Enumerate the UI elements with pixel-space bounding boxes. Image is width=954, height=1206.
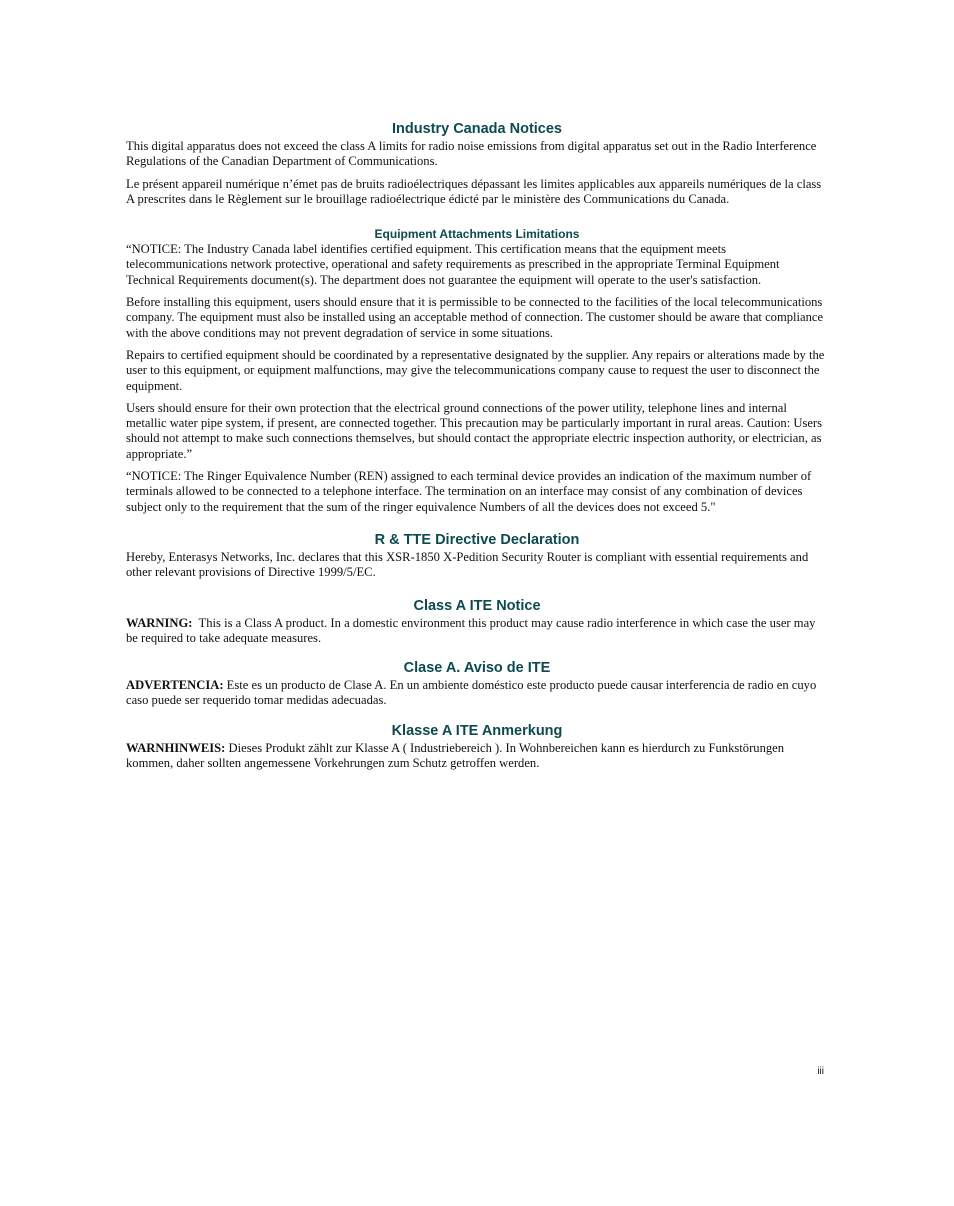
equipment-notice-paragraph: “NOTICE: The Industry Canada label identifies certified equipment. This certification means that the equipment meets telecommunications network protective, operational and safety requirements as prescribed in the appropriate Terminal Equipment Technical Requirements document(s). The department does not guarantee the equipment will operate to the user's satisfaction.	[126, 242, 780, 287]
class-a-notice-heading: Class A ITE Notice	[413, 597, 541, 614]
document-page	[126, 120, 828, 771]
industry-canada-heading: Industry Canada Notices	[391, 121, 562, 137]
clase-a-aviso-heading: Clase A. Aviso de ITE	[403, 660, 551, 677]
class-a-warning-paragraph	[126, 616, 828, 647]
ren-notice-paragraph: “NOTICE: The Ringer Equivalence Number (REN) assigned to each terminal device provides an indication of the maximum number of terminals allowed to be connected to a telephone interface. The termination on an interface may consist of any combination of devices subject only to the requirement that the sum of the ringer equivalence Numbers of all the devices does not exceed 5."	[126, 469, 812, 514]
clase-a-advertencia-paragraph	[126, 678, 828, 709]
warnhinweis-text: Dieses Produkt zählt zur Klasse A ( Industriebereich ). In Wohnbereichen kann es hierdurch zu Funkstörungen kommen, daher sollten angemessene Vorkehrungen zum Schutz getroffen werden.	[126, 740, 785, 771]
advertencia-label: ADVERTENCIA:	[126, 678, 224, 693]
page-number: iii	[817, 1066, 824, 1077]
warning-label: WARNING:	[126, 615, 193, 630]
industry-canada-paragraph-fr: Le présent appareil numérique n’émet pas de bruits radioélectriques dépassant les limites applicables aux appareils numériques de la class A prescrites dans le Règlement sur le brouillage radioélectrique édicté par le ministère des Communications du Canada.	[126, 176, 822, 206]
rtte-heading: R & TTE Directive Declaration	[374, 531, 580, 548]
equipment-grounding-paragraph: Users should ensure for their own protection that the electrical ground connections of the power utility, telephone lines and internal metallic water pipe system, if present, are connected together. This precaution may be particularly important in rural areas. Caution: Users should not attempt to make such connections themselves, but should contact the appropriate electric inspection authority, or electrician, as appropriate.”	[126, 400, 823, 461]
equipment-attachments-heading: Equipment Attachments Limitations	[374, 227, 580, 242]
warnhinweis-label: WARNHINWEIS:	[126, 740, 226, 755]
klasse-a-warnhinweis-paragraph	[126, 741, 828, 772]
equipment-repairs-paragraph: Repairs to certified equipment should be coordinated by a representative designated by the supplier. Any repairs or alterations made by the user to this equipment, or equipment malfunctions, may give the telecommunications company cause to request the user to disconnect the equipment.	[126, 347, 825, 393]
klasse-a-anmerkung-heading: Klasse A ITE Anmerkung	[391, 722, 563, 739]
advertencia-text: Este es un producto de Clase A. En un ambiente doméstico este producto puede causar interferencia de radio en cuyo caso puede ser requerido tomar medidas adecuadas.	[126, 678, 817, 708]
equipment-installation-paragraph: Before installing this equipment, users should ensure that it is permissible to be connected to the facilities of the local telecommunications company. The equipment must also be installed using an acceptable method of connection. The customer should be aware that compliance with the above conditions may not prevent degradation of service in some situations.	[126, 295, 824, 340]
rtte-paragraph: Hereby, Enterasys Networks, Inc. declares that this XSR-1850 X-Pedition Security Router is compliant with essential requirements and other relevant provisions of Directive 1999/5/EC.	[126, 549, 809, 580]
industry-canada-paragraph-en: This digital apparatus does not exceed the class A limits for radio noise emissions from digital apparatus set out in the Radio Interference Regulations of the Canadian Department of Communications.	[126, 139, 817, 169]
warning-text: This is a Class A product. In a domestic environment this product may cause radio interference in which case the user may be required to take adequate measures.	[126, 615, 816, 645]
